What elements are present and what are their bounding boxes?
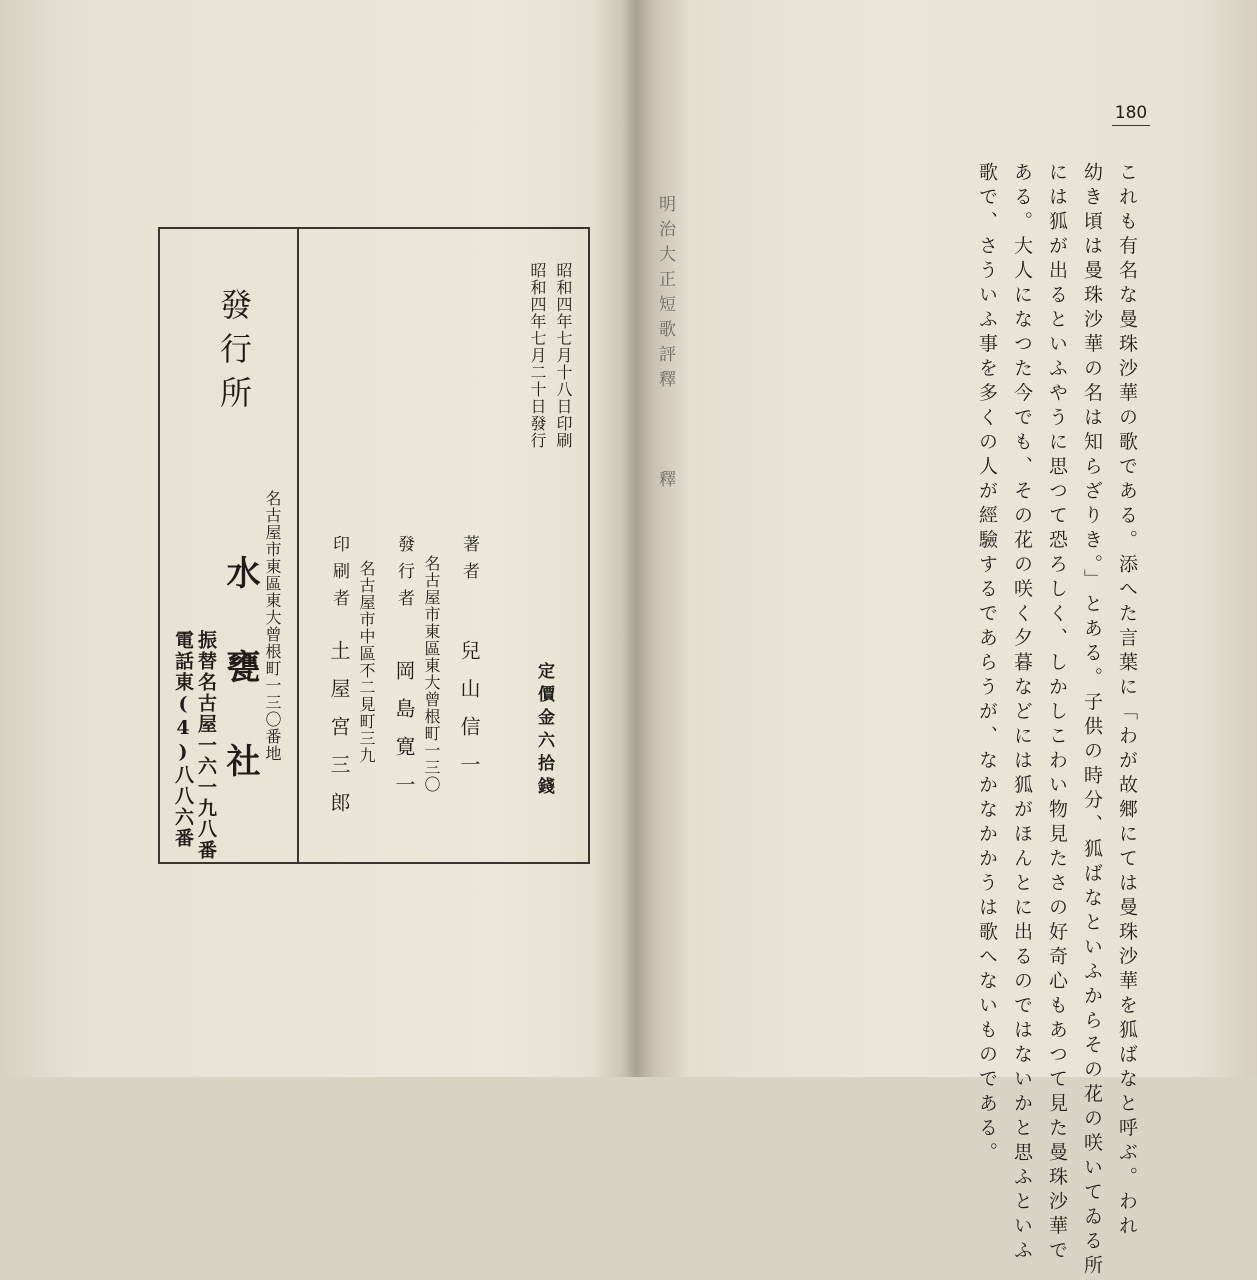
running-head: 明治大正短歌評釋 釋 [655,195,675,495]
publishing-office-label: 發行所 [215,288,253,420]
postal-transfer: 振替名古屋一六一九八番 [195,630,217,861]
office-name: 水甕社 [220,555,260,837]
office-address: 名古屋市東區東大曾根町一三〇番地 [263,490,282,762]
body-column-3: には狐が出るといふやうに思つて恐ろしく、しかしこわい物見たさの好奇心もあつて見た曼珠沙華で [1046,162,1068,1265]
printer-name: 土屋宮三郎 [327,640,351,830]
publish-date: 昭和四年七月二十日發行 [528,262,547,449]
body-column-4: ある。大人になつた今でも、その花の咲く夕暮などには狐がほんとに出るのではないかと思ふといふ [1011,162,1033,1265]
author-address: 名古屋市東區東大曾根町一三〇 [422,555,441,793]
publisher-person-name: 岡島寛一 [392,660,416,812]
telephone: 電話東(4)八八六番 [172,630,194,849]
printer-address: 名古屋市中區不二見町三九 [357,560,376,764]
page-number: 180 [1112,103,1150,126]
price: 定價金六拾錢 [534,662,554,800]
body-column-1: これも有名な曼珠沙華の歌である。添へた言葉に「わが故郷にては曼珠沙華を狐ばなと呼ぶ。われ [1116,162,1138,1240]
publisher-person-label: 發行者 [394,535,414,616]
author-name: 兒山信一 [457,640,481,792]
author-label: 著者 [459,535,479,589]
left-page [0,0,610,1077]
body-column-5: 歌で、さういふ事を多くの人が經驗するであらうが、なかなかかうは歌へないものである。 [976,162,998,1167]
right-page [610,0,1257,1280]
print-date: 昭和四年七月十八日印刷 [554,262,573,449]
printer-label: 印刷者 [329,535,349,616]
colophon-divider [297,227,299,864]
body-column-2: 幼き頃は曼珠沙華の名は知らざりき。」とある。子供の時分、狐ばなといふからその花の咲いてゐる所 [1081,162,1103,1280]
